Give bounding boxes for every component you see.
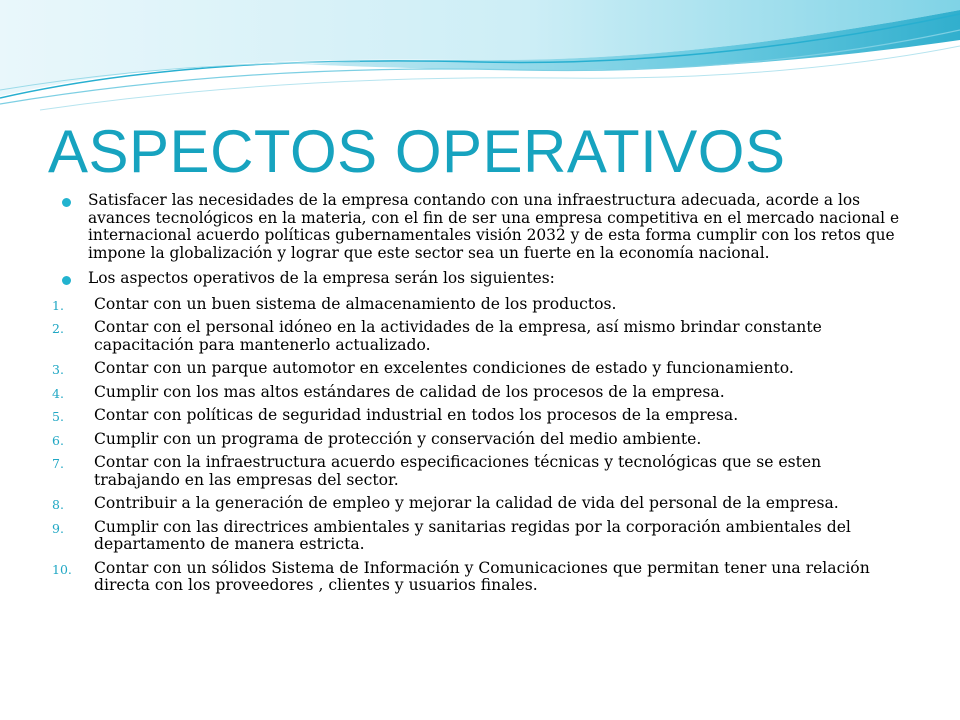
numbered-item (52, 360, 910, 378)
slide-content (52, 192, 910, 601)
item-number: 9. (52, 520, 64, 536)
item-number: 1. (52, 297, 64, 313)
item-number: 6. (52, 432, 64, 448)
numbered-item (52, 560, 910, 595)
numbered-item (52, 495, 910, 513)
item-text: Contribuir a la generación de empleo y mejorar la calidad de vida del personal de la empresa. (94, 494, 839, 512)
item-text: Contar con políticas de seguridad industrial en todos los procesos de la empresa. (94, 406, 739, 424)
item-text: Contar con un sólidos Sistema de Información y Comunicaciones que permitan tener una relación directa con los proveedores , clientes y usuarios finales. (94, 558, 870, 594)
bullet-list (52, 192, 910, 288)
numbered-list (52, 296, 910, 595)
item-text: Cumplir con un programa de protección y conservación del medio ambiente. (94, 429, 702, 448)
item-number: 5. (52, 409, 64, 424)
numbered-item (52, 454, 910, 489)
numbered-item (52, 519, 910, 554)
decorative-wave-header (0, 0, 960, 120)
item-number: 2. (52, 321, 64, 336)
item-number: 4. (52, 385, 64, 401)
item-number: 3. (52, 362, 64, 377)
bullet-text: Los aspectos operativos de la empresa serán los siguientes: (88, 269, 555, 287)
numbered-item (52, 296, 910, 314)
item-text: Contar con la infraestructura acuerdo especificaciones técnicas y tecnológicas que se esten trabajando en las empresas del sector. (94, 453, 822, 489)
item-text: Cumplir con las directrices ambientales y sanitarias regidas por la corporación ambientales del departamento de manera estricta. (94, 517, 851, 553)
item-number: 7. (52, 456, 64, 471)
item-number: 8. (52, 497, 64, 512)
item-number: 10. (52, 561, 72, 577)
numbered-item (52, 319, 910, 354)
item-text: Cumplir con los mas altos estándares de calidad de los procesos de la empresa. (94, 382, 725, 401)
numbered-item (52, 407, 910, 425)
item-text: Contar con el personal idóneo en la actividades de la empresa, así mismo brindar constante capacitación para mantenerlo actualizado. (94, 318, 822, 354)
bullet-text: Satisfacer las necesidades de la empresa contando con una infraestructura adecuada, acorde a los avances tecnológicos en la materia, con el fin de ser una empresa competitiva en el mercado nacional e internacional acuerdo políticas gubernamentales visión 2032 y de esta forma cumplir con los retos que impone la globalización y lograr que este sector sea un fuerte en la economía nacional. (88, 191, 900, 262)
numbered-item (52, 431, 910, 449)
bullet-dot-icon (62, 276, 71, 285)
item-text: Contar con un parque automotor en excelentes condiciones de estado y funcionamiento. (94, 359, 794, 377)
slide-title: ASPECTOS OPERATIVOS (48, 118, 786, 185)
bullet-item (52, 270, 910, 288)
numbered-item (52, 384, 910, 402)
bullet-dot-icon (62, 198, 71, 207)
bullet-item (52, 192, 910, 262)
item-text: Contar con un buen sistema de almacenamiento de los productos. (94, 294, 617, 313)
